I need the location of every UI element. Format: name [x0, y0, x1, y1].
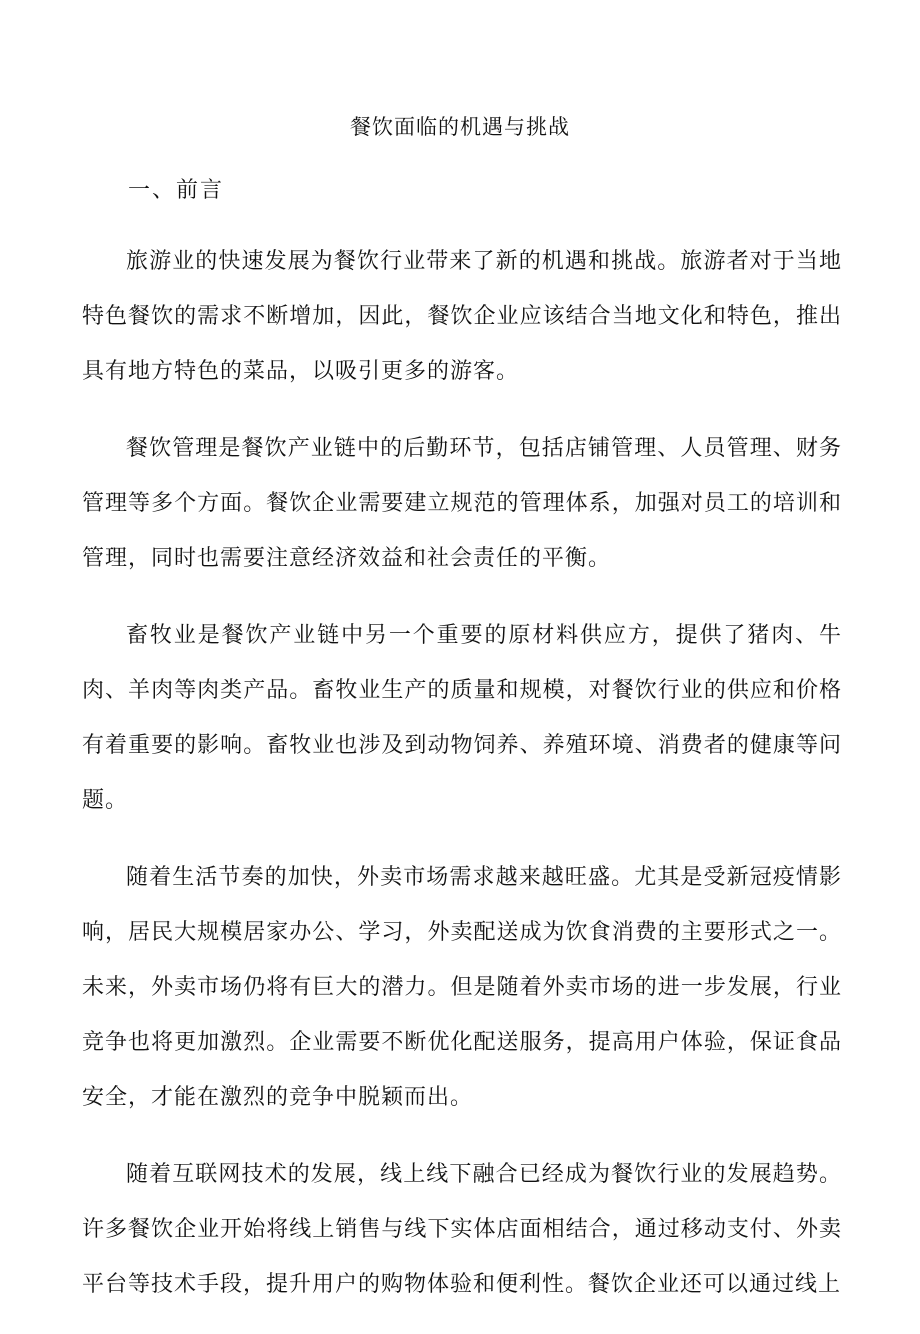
document-title: 餐饮面临的机遇与挑战 — [350, 115, 570, 139]
paragraph-management: 餐饮管理是餐饮产业链中的后勤环节，包括店铺管理、人员管理、财务管理等多个方面。餐饮企业需要建立规范的管理体系，加强对员工的培训和管理，同时也需要注意经济效益和社会责任的平衡。 — [82, 436, 842, 571]
document-body — [82, 234, 842, 1334]
paragraph-takeout: 随着生活节奏的加快，外卖市场需求越来越旺盛。尤其是受新冠疫情影响，居民大规模居家办公、学习，外卖配送成为饮食消费的主要形式之一。未来，外卖市场仍将有巨大的潜力。但是随着外卖市场的进一步发展，行业竞争也将更加激烈。企业需要不断优化配送服务，提高用户体验，保证食品安全，才能在激烈的竞争中脱颖而出。 — [82, 865, 842, 1110]
paragraph-online-offline: 随着互联网技术的发展，线上线下融合已经成为餐饮行业的发展趋势。许多餐饮企业开始将线上销售与线下实体店面相结合，通过移动支付、外卖平台等技术手段，提升用户的购物体验和便利性。餐饮企业还可以通过线上 — [82, 1162, 842, 1297]
paragraph-livestock: 畜牧业是餐饮产业链中另一个重要的原材料供应方，提供了猪肉、牛肉、羊肉等肉类产品。畜牧业生产的质量和规模，对餐饮行业的供应和价格有着重要的影响。畜牧业也涉及到动物饲养、养殖环境、消费者的健康等问题。 — [82, 623, 842, 813]
section-heading: 一、前言 — [128, 178, 225, 203]
paragraph-tourism: 旅游业的快速发展为餐饮行业带来了新的机遇和挑战。旅游者对于当地特色餐饮的需求不断增加，因此，餐饮企业应该结合当地文化和特色，推出具有地方特色的菜品，以吸引更多的游客。 — [82, 249, 842, 384]
